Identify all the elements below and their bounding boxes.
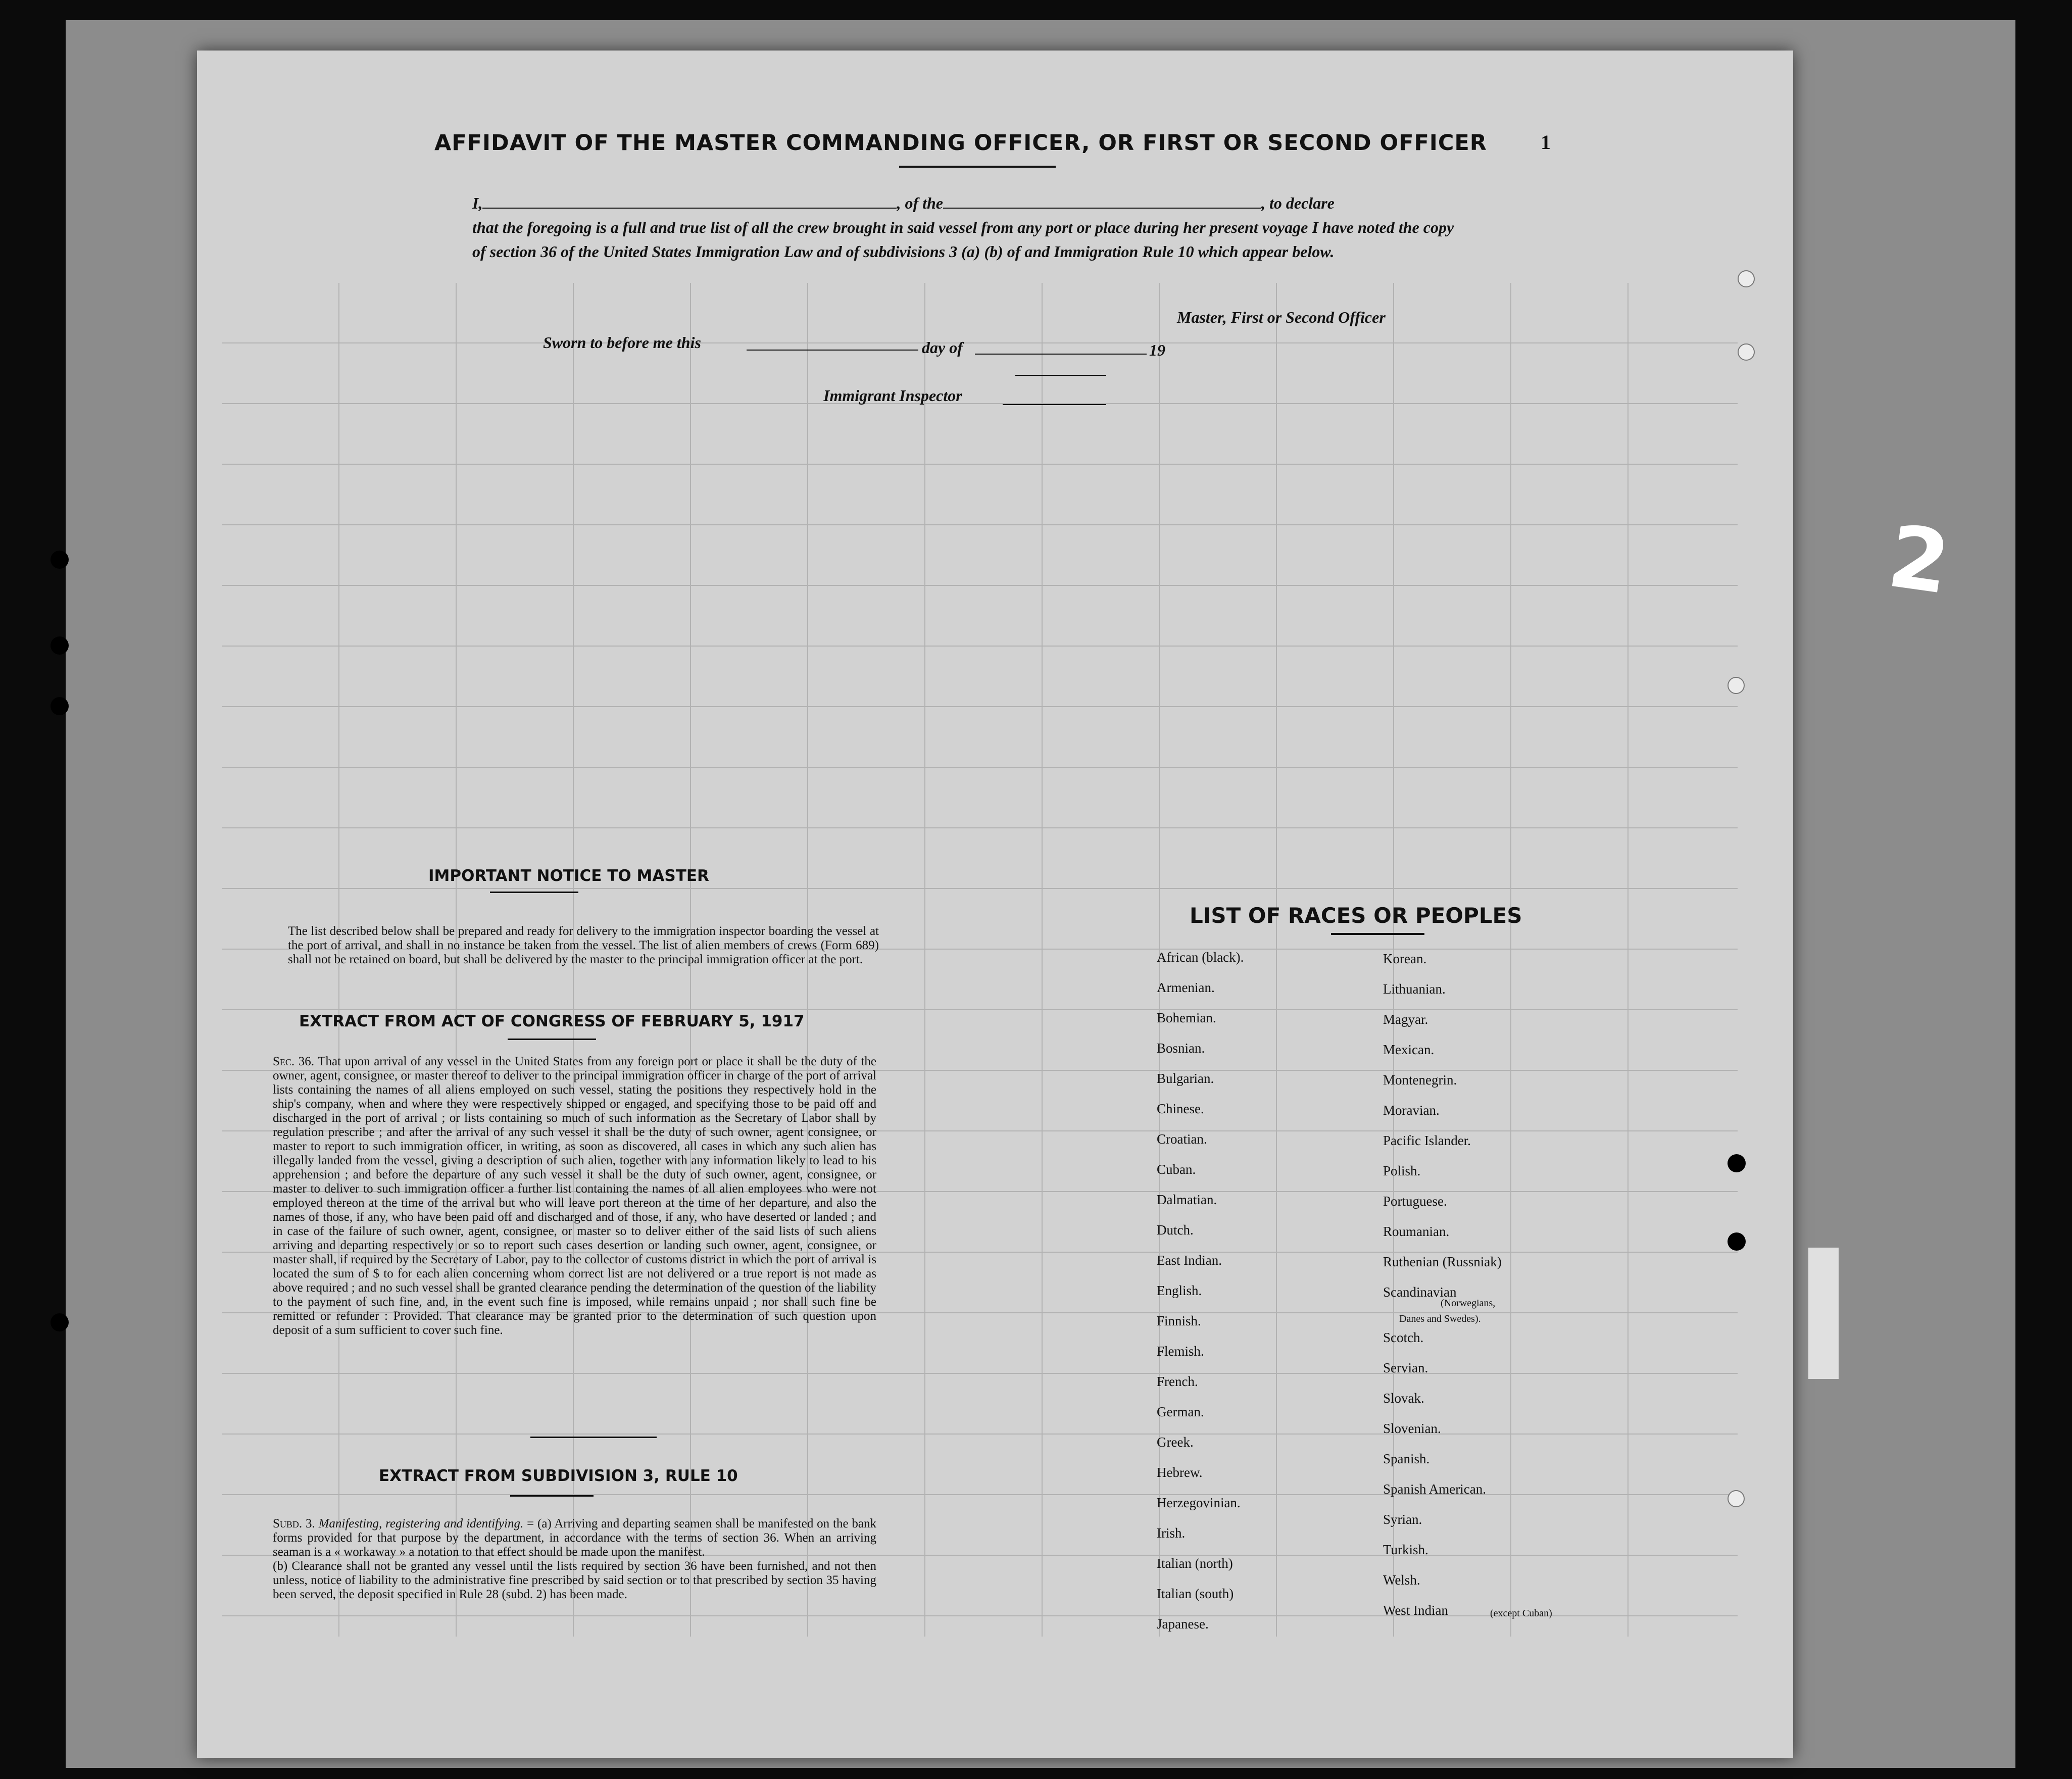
affidavit-of-the: , of the xyxy=(897,194,943,212)
subd-b: (b) Clearance shall not be granted any vessel until the lists required by section 36 have been furnished, and not then unless, notice of liability to the administrative fine prescribed by said section or to that prescribed by section 35 having been served, the deposit specified in Rule 28 (subd. 2) has been made. xyxy=(273,1559,876,1601)
race-item: French. xyxy=(1157,1374,1198,1389)
race-item: Slovak. xyxy=(1383,1391,1424,1406)
race-item: Welsh. xyxy=(1383,1572,1420,1588)
race-item: Slovenian. xyxy=(1383,1421,1441,1436)
punch-hole xyxy=(51,636,69,655)
punch-hole xyxy=(51,1313,69,1331)
race-item: Croatian. xyxy=(1157,1131,1207,1147)
race-item: German. xyxy=(1157,1404,1204,1419)
race-item: Bohemian. xyxy=(1157,1010,1216,1025)
sec-label: Sec. 36. xyxy=(273,1055,315,1068)
notice-body: The list described below shall be prepared and ready for delivery to the immigration inspector boarding the vessel at the port of arrival, and shall in no instance be taken from the vessel. The list of alien members of crews (Form 689) shall not be retained on board, but shall be delivered by the master to the principal immigration officer at the port. xyxy=(288,924,879,966)
master-label: Master, First or Second Officer xyxy=(1177,308,1386,326)
day-of-label: day of xyxy=(922,338,963,357)
race-item: Montenegrin. xyxy=(1383,1072,1457,1088)
inspector-blank xyxy=(1003,404,1106,405)
race-item: Servian. xyxy=(1383,1360,1428,1375)
race-item: Moravian. xyxy=(1383,1103,1440,1118)
race-item: African (black). xyxy=(1157,950,1244,965)
punch-hole xyxy=(51,551,69,569)
race-item: Scandinavian xyxy=(1383,1284,1457,1300)
race-item: English. xyxy=(1157,1283,1202,1298)
act-title: EXTRACT FROM ACT OF CONGRESS OF FEBRUARY 5, 1917 xyxy=(299,1012,805,1030)
name-blank xyxy=(482,194,897,209)
race-item: Japanese. xyxy=(1157,1616,1209,1632)
margin-numeral: 2 xyxy=(1882,506,1956,614)
race-item: Lithuanian. xyxy=(1383,981,1446,997)
race-note: (Norwegians, xyxy=(1441,1298,1496,1309)
year-label: 19 xyxy=(1149,341,1165,359)
punch-hole xyxy=(1738,343,1755,361)
rule-title: EXTRACT FROM SUBDIVISION 3, RULE 10 xyxy=(379,1467,738,1485)
subd-label: Subd. 3. xyxy=(273,1517,315,1530)
act-end-rule xyxy=(530,1437,657,1438)
sworn-label: Sworn to before me this xyxy=(543,333,701,352)
race-note: Danes and Swedes). xyxy=(1399,1313,1481,1324)
race-item: Herzegovinian. xyxy=(1157,1495,1241,1510)
affidavit-text xyxy=(472,191,1462,264)
race-item: Greek. xyxy=(1157,1435,1194,1450)
race-item: Flemish. xyxy=(1157,1344,1204,1359)
race-item: Portuguese. xyxy=(1383,1194,1447,1209)
punch-hole xyxy=(1728,1490,1745,1507)
race-item: Magyar. xyxy=(1383,1012,1428,1027)
subd-a: = (a) Arriving and departing seamen shall be manifested on the bank forms provided for that purpose by the department, in accordance with the terms of section 36. When an arriving seaman is a « workaway » a notation to that effect should be made upon the manifest. xyxy=(273,1517,876,1559)
races-title: LIST OF RACES OR PEOPLES xyxy=(1190,903,1522,928)
race-item: Korean. xyxy=(1383,951,1427,966)
subd-heading: Manifesting, registering and identifying. xyxy=(318,1517,524,1530)
day-blank xyxy=(747,350,918,351)
race-item: Scotch. xyxy=(1383,1330,1424,1345)
race-item: Dutch. xyxy=(1157,1222,1194,1238)
race-item: Roumanian. xyxy=(1383,1224,1450,1239)
punch-hole xyxy=(1738,270,1755,287)
inspector-label: Immigrant Inspector xyxy=(823,386,962,405)
race-item: Spanish. xyxy=(1383,1451,1430,1466)
race-item: Finnish. xyxy=(1157,1313,1201,1328)
title-rule xyxy=(899,166,1056,168)
race-item: Polish. xyxy=(1383,1163,1421,1178)
side-stub xyxy=(1808,1248,1839,1379)
rule-rule xyxy=(510,1495,594,1497)
race-item: East Indian. xyxy=(1157,1253,1222,1268)
notice-title: IMPORTANT NOTICE TO MASTER xyxy=(428,867,709,885)
affidavit-title: AFFIDAVIT OF THE MASTER COMMANDING OFFICER, OR FIRST OR SECOND OFFICER xyxy=(434,130,1487,156)
punch-hole xyxy=(1728,1232,1746,1251)
punch-hole xyxy=(1728,1154,1746,1172)
race-item: Italian (south) xyxy=(1157,1586,1234,1601)
race-item: Pacific Islander. xyxy=(1383,1133,1471,1148)
race-item: Cuban. xyxy=(1157,1162,1196,1177)
race-item: Chinese. xyxy=(1157,1101,1204,1116)
page-marker: 1 xyxy=(1541,131,1551,154)
race-item: Bulgarian. xyxy=(1157,1071,1214,1086)
race-item: Italian (north) xyxy=(1157,1556,1233,1571)
race-item: Spanish American. xyxy=(1383,1481,1486,1497)
act-body xyxy=(273,1055,876,1338)
races-rule xyxy=(1331,933,1424,935)
race-item: Bosnian. xyxy=(1157,1041,1205,1056)
race-item: Armenian. xyxy=(1157,980,1215,995)
affidavit-i: I, xyxy=(472,194,483,212)
affidavit-body: that the foregoing is a full and true list of all the crew brought in said vessel from any port or place during her present voyage I have noted the copy of section 36 of the United States Immigration Law and of subdivisions 3 (a) (b) of and Immigration Rule 10 which appear below. xyxy=(472,218,1454,261)
notice-rule xyxy=(490,892,578,893)
vessel-blank xyxy=(943,194,1261,209)
race-item: Hebrew. xyxy=(1157,1465,1203,1480)
race-item: Syrian. xyxy=(1383,1512,1422,1527)
punch-hole xyxy=(51,697,69,715)
race-item: West Indian xyxy=(1383,1603,1449,1618)
punch-hole xyxy=(1728,677,1745,694)
race-item: Dalmatian. xyxy=(1157,1192,1217,1207)
race-item: Turkish. xyxy=(1383,1542,1428,1557)
race-note: (except Cuban) xyxy=(1490,1608,1552,1619)
race-item: Irish. xyxy=(1157,1525,1186,1541)
act-rule xyxy=(508,1039,596,1040)
year-blank xyxy=(1015,375,1106,376)
rule-body xyxy=(273,1517,876,1602)
act-text: That upon arrival of any vessel in the United States from any foreign port or place it shall be the duty of the owner, agent, consignee, or master thereof to deliver to the principal immigration officer in charge of the port of arrival lists containing the names of all aliens employed on such vessel, stating the positions they respectively hold in the ship's company, when and where they were respectively shipped or engaged, and specifying those to be paid off and discharged in the port of arrival ; or lists containing so much of such information as the Secretary of Labor shall by regulation prescribe ; and after the arrival of any such vessel it shall be the duty of such owner, agent consignee, or master to report to such immigration officer, in writing, as soon as discovered, all cases in which any such alien has illegally landed from the vessel, giving a description of such alien, together with any information likely to lead to his apprehension ; and before the departure of any such vessel it shall be the duty of such owner, agent, consignee, or master to deliver to such immigration officer a further list containing the names of all alien employees who were not employed thereon at the time of the arrival but who will leave port thereon at the time of her departure, and also the names of those, if any, who have been paid off and discharged and of those, if any, who have deserted or landed ; and in case of the failure of such owner, agent, consignee, or master so to deliver either of the said lists of such aliens arriving and departing respectively or so to report such cases desertion or landing such owner, agent, consignee, or master shall, if required by the Secretary of Labor, pay to the collector of customs district in which the port of arrival is located the sum of $ to for each alien concerning whom correct list are not delivered or a true report is not made as above required ; and no such vessel shall be granted clearance pending the determination of the question of the liability to the payment of such fine, and, in the event such fine is imposed, while remains unpaid ; nor shall such fine be remitted or refunder : Provided. That clearance may be granted prior to the determination of such question upon deposit of a sum sufficient to cover such fine. xyxy=(273,1055,876,1337)
affidavit-to-declare: , to declare xyxy=(1261,194,1335,212)
race-item: Ruthenian (Russniak) xyxy=(1383,1254,1502,1269)
race-item: Mexican. xyxy=(1383,1042,1435,1057)
month-blank xyxy=(975,354,1147,355)
